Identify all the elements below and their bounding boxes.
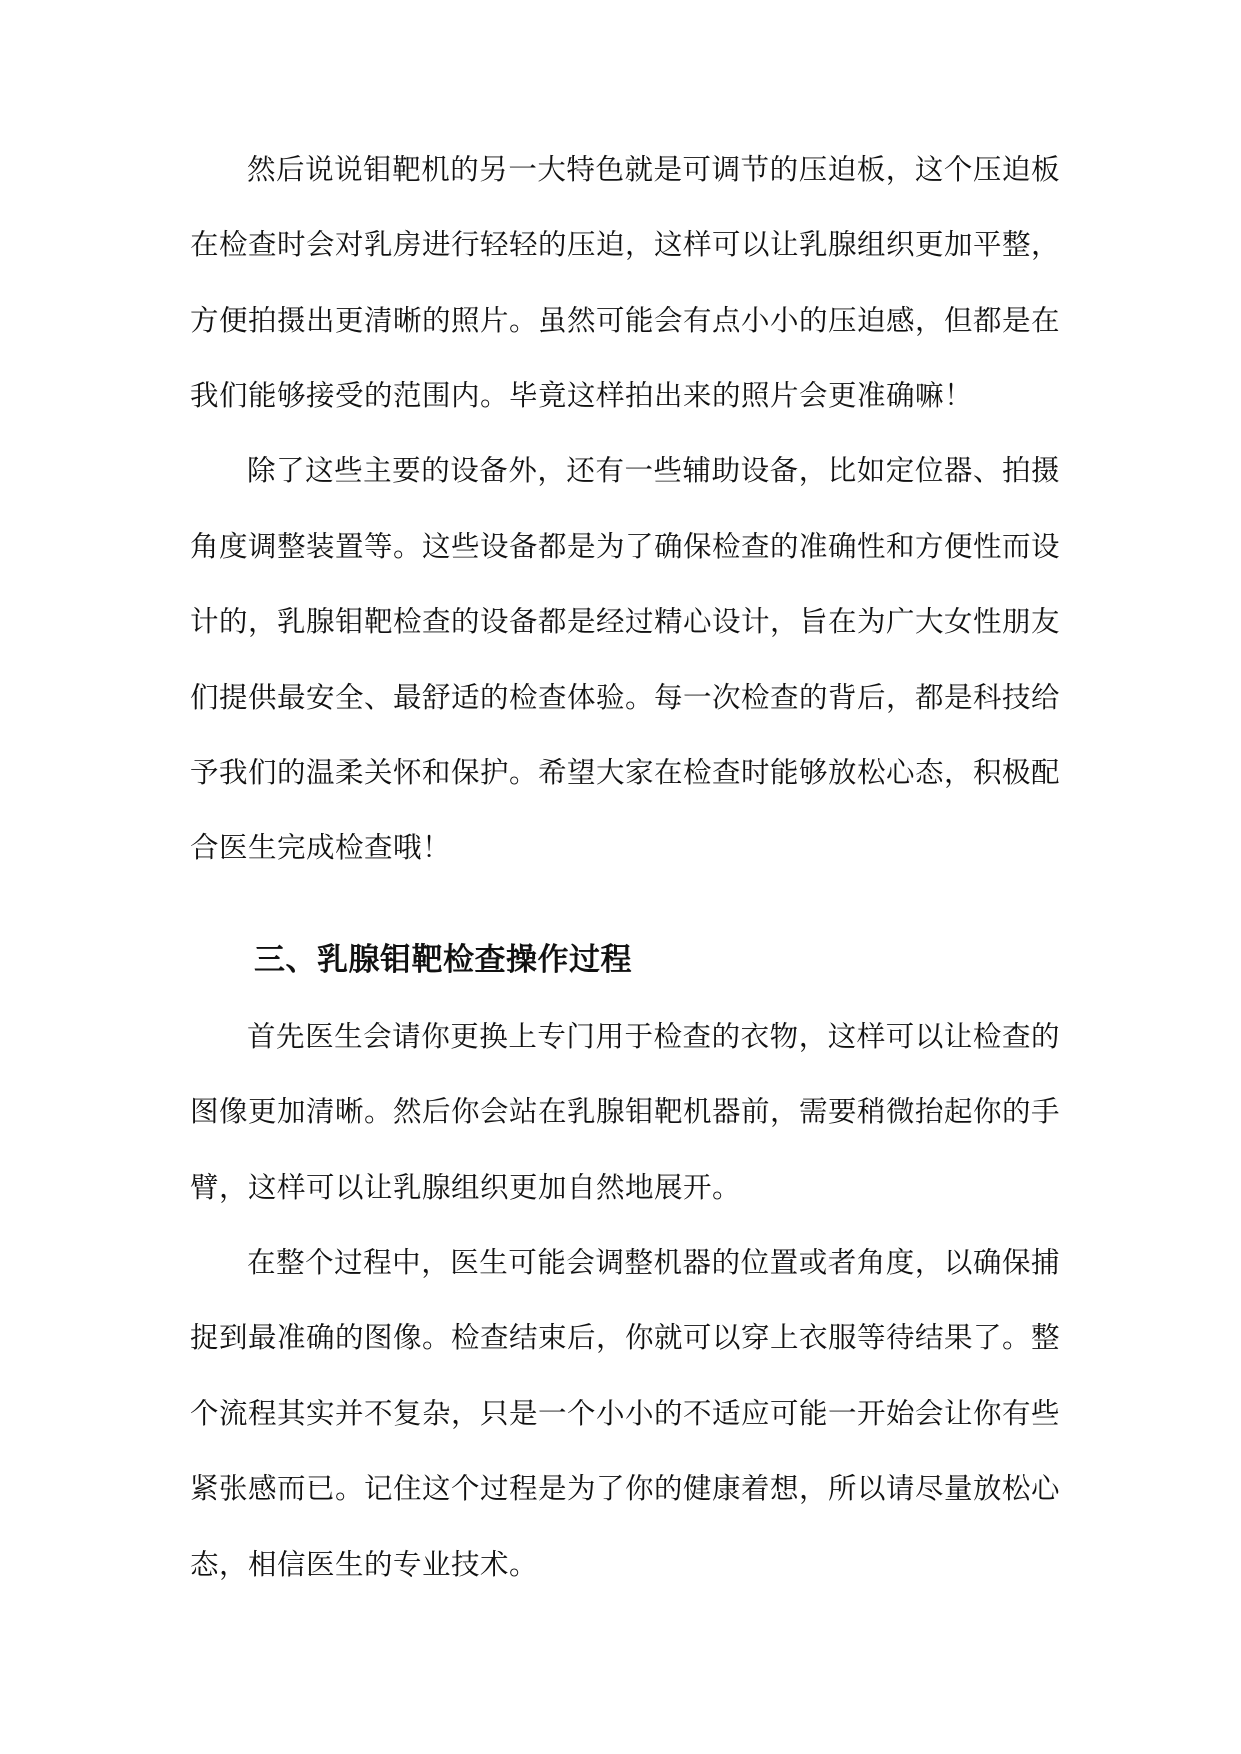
paragraph-line: 们提供最安全、最舒适的检查体验。每一次检查的背后，都是科技给 (190, 681, 1061, 714)
paragraph-line: 计的，乳腺钼靶检查的设备都是经过精心设计，旨在为广大女性朋友 (190, 605, 1061, 638)
paragraph-line: 在检查时会对乳房进行轻轻的压迫，这样可以让乳腺组织更加平整， (190, 228, 1061, 261)
paragraph-line: 首先医生会请你更换上专门用于检查的衣物，这样可以让检查的 (247, 1020, 1060, 1053)
paragraph-line: 态，相信医生的专业技术。 (190, 1548, 539, 1581)
paragraph-line: 除了这些主要的设备外，还有一些辅助设备，比如定位器、拍摄 (247, 454, 1060, 487)
paragraph-line: 捉到最准确的图像。检查结束后，你就可以穿上衣服等待结果了。整 (190, 1321, 1061, 1354)
paragraph-line: 在整个过程中，医生可能会调整机器的位置或者角度，以确保捕 (247, 1246, 1060, 1279)
paragraph-line: 图像更加清晰。然后你会站在乳腺钼靶机器前，需要稍微抬起你的手 (190, 1095, 1061, 1128)
paragraph-line: 然后说说钼靶机的另一大特色就是可调节的压迫板，这个压迫板 (247, 153, 1060, 186)
paragraph-line: 臂，这样可以让乳腺组织更加自然地展开。 (190, 1171, 742, 1204)
paragraph-line: 个流程其实并不复杂，只是一个小小的不适应可能一开始会让你有些 (190, 1397, 1061, 1430)
section-heading: 三、乳腺钼靶检查操作过程 (254, 942, 632, 978)
paragraph-line: 紧张感而已。记住这个过程是为了你的健康着想，所以请尽量放松心 (190, 1472, 1061, 1505)
paragraph-line: 予我们的温柔关怀和保护。希望大家在检查时能够放松心态，积极配 (190, 756, 1061, 789)
paragraph-line: 合医生完成检查哦！ (190, 831, 452, 864)
paragraph-line: 我们能够接受的范围内。毕竟这样拍出来的照片会更准确嘛！ (190, 379, 974, 412)
paragraph-line: 角度调整装置等。这些设备都是为了确保检查的准确性和方便性而设 (190, 530, 1061, 563)
paragraph-line: 方便拍摄出更清晰的照片。虽然可能会有点小小的压迫感，但都是在 (190, 304, 1061, 337)
